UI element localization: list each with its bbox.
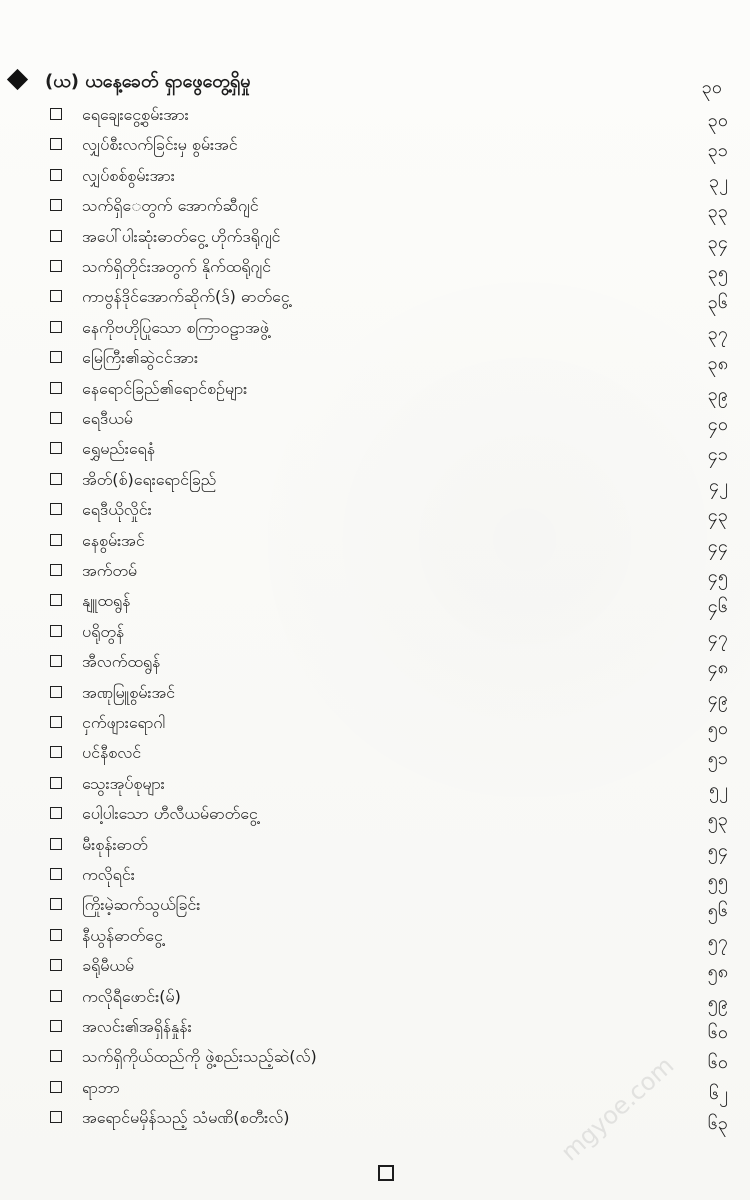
list-item xyxy=(0,194,750,224)
entry-label: မြေကြီး၏ဆွဲငင်အား xyxy=(82,348,199,368)
entry-label: ကာဗွန်ဒိုင်အောက်ဆိုက်(ဒ်) ဓာတ်ငွေ့ xyxy=(82,287,290,307)
section-heading xyxy=(10,68,742,100)
entry-label: အဏုမြူစွမ်းအင် xyxy=(82,682,176,702)
entry-page-number: ၃၆ xyxy=(707,292,728,314)
entry-label: နေစွမ်းအင် xyxy=(82,530,145,550)
checkbox-bullet-icon xyxy=(50,746,62,758)
checkbox-bullet-icon xyxy=(50,777,62,789)
list-item xyxy=(0,285,750,315)
entry-page-number: ၅၇ xyxy=(707,930,728,952)
checkbox-bullet-icon xyxy=(50,473,62,485)
list-item xyxy=(0,316,750,346)
entry-page-number: ၃၉ xyxy=(707,383,728,405)
entry-page-number: ၄၀ xyxy=(707,414,728,435)
entry-label: အီလက်ထရွန် xyxy=(82,652,161,672)
entry-label: ကလိုရီဖောင်း(မ်) xyxy=(82,986,181,1006)
checkbox-bullet-icon xyxy=(50,564,62,576)
list-item xyxy=(0,498,750,528)
list-item xyxy=(0,103,750,133)
list-item xyxy=(0,893,750,923)
checkbox-bullet-icon xyxy=(50,1111,62,1123)
list-item xyxy=(0,985,750,1015)
entry-label: ပင်နီစလင် xyxy=(82,743,142,763)
checkbox-bullet-icon xyxy=(50,990,62,1002)
list-item xyxy=(0,407,750,437)
checkbox-bullet-icon xyxy=(50,1020,62,1032)
entry-page-number: ၃၂ xyxy=(709,170,728,192)
entry-page-number: ၅၃ xyxy=(707,809,728,831)
entry-page-number: ၆၀ xyxy=(707,1052,728,1074)
entry-list xyxy=(0,103,750,1143)
checkbox-bullet-icon xyxy=(50,594,62,606)
entry-label: ရွှေမည်းရေနံ xyxy=(82,439,156,459)
list-item xyxy=(0,620,750,650)
entry-label: အက်တမ် xyxy=(82,561,138,580)
entry-label: ရေဒီယိုလှိုင်း xyxy=(82,500,152,520)
list-item xyxy=(0,924,750,954)
list-item xyxy=(0,589,750,619)
entry-page-number: ၃၀ xyxy=(707,110,728,131)
checkbox-bullet-icon xyxy=(50,534,62,546)
list-item xyxy=(0,164,750,194)
checkbox-bullet-icon xyxy=(50,686,62,698)
entry-label: ရေဒီယမ် xyxy=(82,409,133,428)
entry-label: ပေါ့ပါးသော ဟီလီယမ်ဓာတ်ငွေ့ xyxy=(82,804,258,824)
entry-page-number: ၅၅ xyxy=(707,870,728,891)
entry-page-number: ၃၅ xyxy=(707,262,728,283)
list-item xyxy=(0,863,750,893)
entry-page-number: ၃၇ xyxy=(707,322,728,344)
entry-label: ပရိုတွန် xyxy=(82,621,125,641)
watermark: mgyoe.com xyxy=(555,1051,680,1167)
entry-page-number: ၄၇ xyxy=(707,626,728,648)
entry-label: လျှပ်စစ်စွမ်းအား xyxy=(82,165,175,185)
list-item xyxy=(0,954,750,984)
checkbox-bullet-icon xyxy=(50,807,62,819)
entry-page-number: ၃၁ xyxy=(707,140,728,162)
entry-label: မီးစုန်းဓာတ် xyxy=(82,834,148,854)
entry-page-number: ၃၈ xyxy=(707,353,728,375)
entry-page-number: ၄၉ xyxy=(707,687,728,709)
checkbox-bullet-icon xyxy=(50,169,62,181)
entry-page-number: ၅၀ xyxy=(707,718,728,739)
entry-page-number: ၄၃ xyxy=(707,505,728,527)
list-item xyxy=(0,802,750,832)
entry-page-number: ၅၈ xyxy=(707,961,728,983)
entry-page-number: ၅၂ xyxy=(709,778,728,800)
list-item xyxy=(0,833,750,863)
list-item xyxy=(0,346,750,376)
checkbox-bullet-icon xyxy=(50,898,62,910)
entry-page-number: ၄၂ xyxy=(709,474,728,496)
list-item xyxy=(0,437,750,467)
checkbox-bullet-icon xyxy=(50,868,62,880)
entry-label: အိတ်(စ်)ရေးရောင်ခြည် xyxy=(82,469,217,489)
list-item xyxy=(0,529,750,559)
entry-label: သွေးအုပ်စုများ xyxy=(82,773,165,793)
entry-page-number: ၆၃ xyxy=(707,1113,728,1135)
list-item xyxy=(0,377,750,407)
entry-page-number: ၄၆ xyxy=(707,596,728,618)
checkbox-bullet-icon xyxy=(50,351,62,363)
entry-page-number: ၃၃ xyxy=(707,201,728,223)
entry-page-number: ၆၀ xyxy=(707,1022,728,1043)
entry-label: ကလိုရင်း xyxy=(82,865,135,884)
checkbox-bullet-icon xyxy=(50,929,62,941)
checkbox-bullet-icon xyxy=(50,230,62,242)
entry-page-number: ၅၁ xyxy=(707,748,728,770)
entry-page-number: ၄၈ xyxy=(707,657,728,679)
checkbox-bullet-icon xyxy=(50,442,62,454)
entry-label: သက်ရှိကိုယ်ထည်ကို ဖွဲ့စည်းသည့်ဆဲ(လ်) xyxy=(82,1047,317,1067)
list-item xyxy=(0,559,750,589)
entry-label: အရောင်မမှိန်သည့် သံမဏိ(စတီးလ်) xyxy=(82,1108,290,1128)
checkbox-bullet-icon xyxy=(50,625,62,637)
checkbox-bullet-icon xyxy=(50,412,62,424)
entry-page-number: ၅၉ xyxy=(707,991,728,1013)
checkbox-bullet-icon xyxy=(50,1081,62,1093)
entry-label: အပေါ်ပါးဆုံးဓာတ်ငွေ့ ဟိုက်ဒရိုဂျင် xyxy=(82,226,281,246)
entry-page-number: ၅၆ xyxy=(707,900,728,922)
section-page-number: ၃၀ xyxy=(701,77,722,98)
entry-label: လျှပ်စီးလက်ခြင်းမှ စွမ်းအင် xyxy=(82,135,238,155)
list-item xyxy=(0,741,750,771)
entry-label: ရေချေးငွေ့စွမ်းအား xyxy=(82,105,189,124)
list-item xyxy=(0,681,750,711)
entry-label: နျူထရွန် xyxy=(82,591,131,611)
section-title: (ယ) ယနေ့ခေတ် ရှာဖွေတွေ့ရှိမှု xyxy=(45,71,251,92)
entry-label: ငှက်ဖျားရောဂါ xyxy=(82,713,166,732)
entry-page-number: ၄၁ xyxy=(707,444,728,466)
list-item xyxy=(0,468,750,498)
list-item xyxy=(0,225,750,255)
checkbox-bullet-icon xyxy=(50,382,62,394)
checkbox-bullet-icon xyxy=(50,716,62,728)
entry-page-number: ၄၄ xyxy=(707,535,728,557)
checkbox-bullet-icon xyxy=(50,959,62,971)
entry-label: ကြိုးမဲ့ဆက်သွယ်ခြင်း xyxy=(82,895,201,915)
checkbox-bullet-icon xyxy=(50,1050,62,1062)
list-item xyxy=(0,133,750,163)
checkbox-bullet-icon xyxy=(50,290,62,302)
entry-page-number: ၆၂ xyxy=(709,1082,728,1104)
entry-label: နေရောင်ခြည်၏ရောင်စဉ်များ xyxy=(82,378,248,398)
checkbox-bullet-icon xyxy=(50,260,62,272)
entry-label: အလင်း၏အရှိန်နှုန်း xyxy=(82,1017,192,1036)
checkbox-bullet-icon xyxy=(50,503,62,515)
checkbox-bullet-icon xyxy=(50,321,62,333)
list-item xyxy=(0,711,750,741)
list-item xyxy=(0,772,750,802)
entry-label: ရာဘာ xyxy=(82,1077,120,1097)
entry-page-number: ၃၄ xyxy=(707,231,728,253)
checkbox-bullet-icon xyxy=(50,655,62,667)
diamond-bullet-icon xyxy=(7,69,28,90)
checkbox-bullet-icon xyxy=(50,838,62,850)
entry-label: သက်ရှိတိုင်းအတွက် နိုက်ထရိုဂျင် xyxy=(82,257,271,276)
list-item xyxy=(0,1015,750,1045)
entry-label: ခရိုမီယမ် xyxy=(82,956,134,976)
entry-label: နီယွန်ဓာတ်ငွေ့ xyxy=(82,925,163,945)
entry-page-number: ၄၅ xyxy=(707,566,728,587)
list-item xyxy=(0,255,750,285)
checkbox-bullet-icon xyxy=(50,108,62,120)
list-item xyxy=(0,650,750,680)
entry-label: သက်ရှိ‌ေတွက် အောက်ဆီဂျင် xyxy=(82,196,259,216)
checkbox-bullet-icon xyxy=(50,138,62,150)
checkbox-bullet-icon xyxy=(50,199,62,211)
entry-page-number: ၅၄ xyxy=(707,839,728,861)
entry-label: နေကိုဗဟိုပြုသော စကြာဝဠာအဖွဲ့ xyxy=(82,317,269,337)
square-mark-icon xyxy=(378,1165,394,1181)
